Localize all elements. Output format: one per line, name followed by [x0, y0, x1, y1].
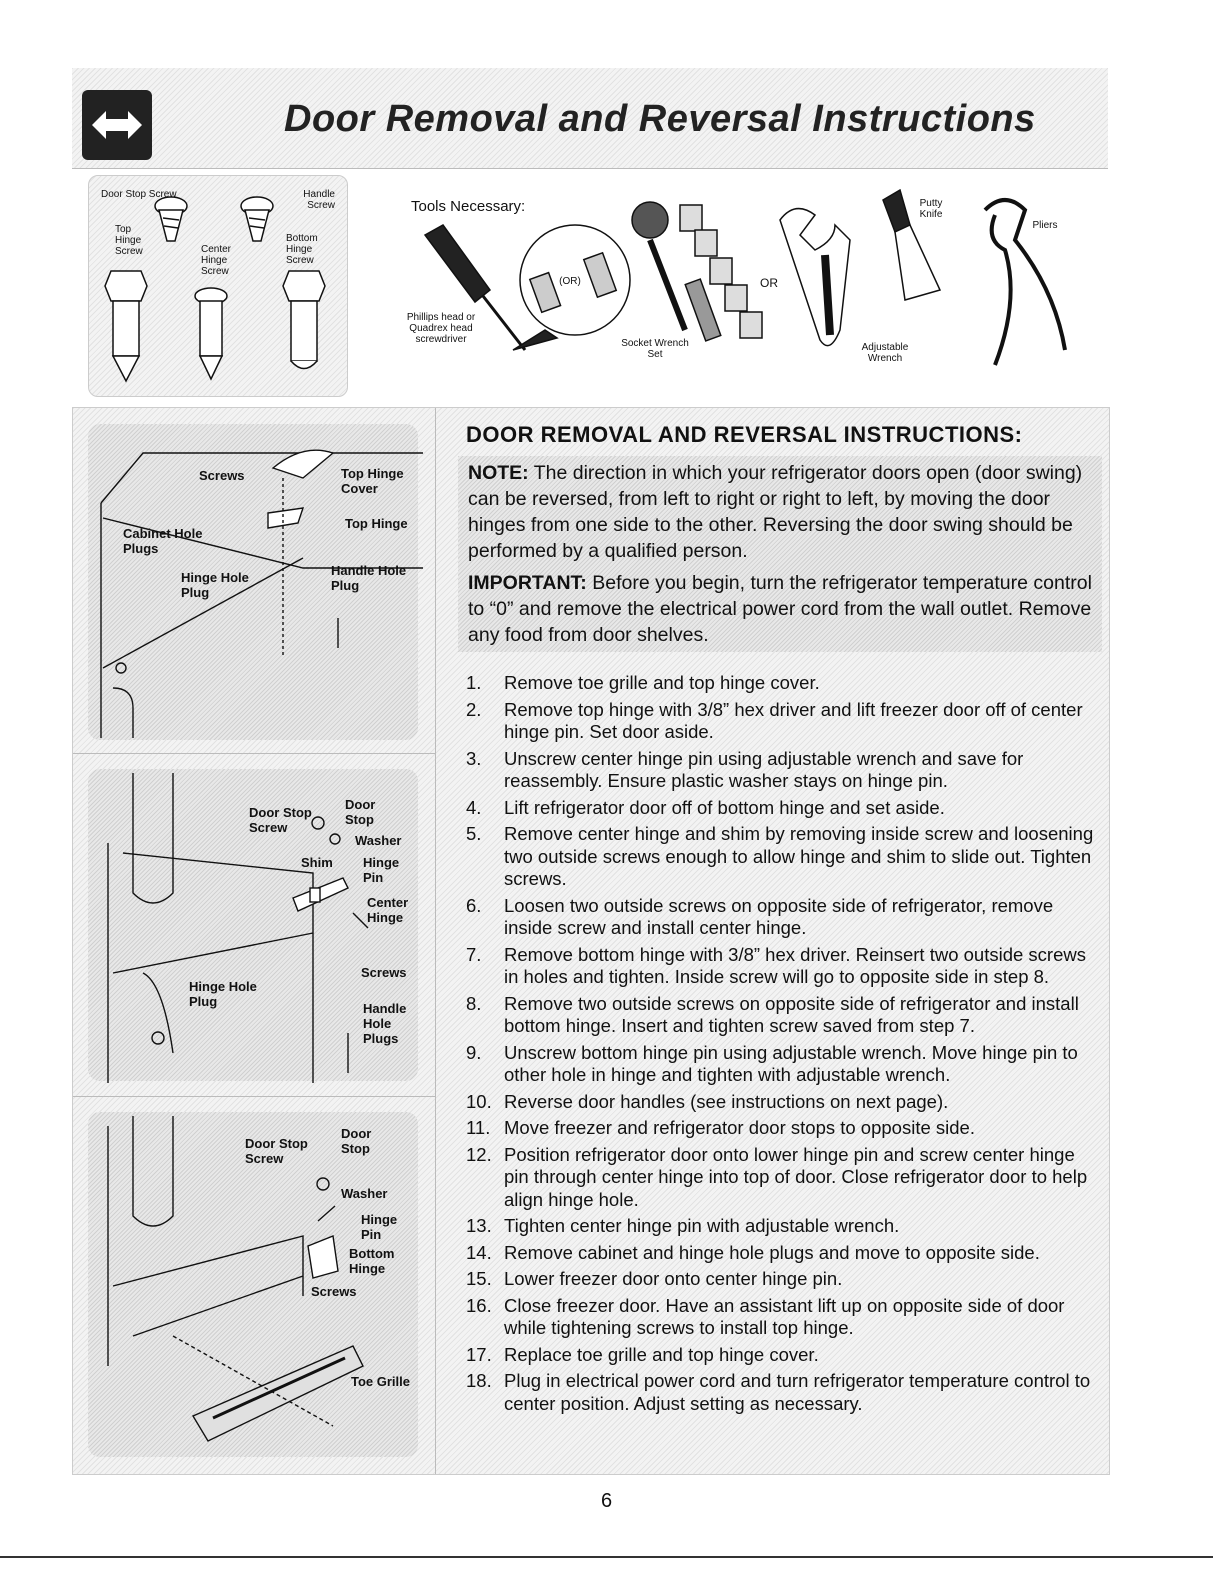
step-item — [466, 1144, 1102, 1212]
step-number: 4. — [466, 796, 482, 818]
pliers-label: Pliers — [1032, 220, 1058, 231]
step-item — [466, 1268, 1102, 1291]
step-text: Remove toe grille and top hinge cover. — [504, 672, 820, 693]
tools-panel — [395, 180, 1085, 390]
step-item — [466, 1242, 1102, 1265]
step-number: 7. — [466, 943, 482, 965]
step-item — [466, 1042, 1102, 1087]
double-arrow-icon — [82, 90, 152, 160]
hinge-pin-callout: Hinge Pin — [361, 1212, 398, 1242]
step-number: 12. — [466, 1143, 492, 1165]
step-text: Remove bottom hinge with 3/8” hex driver. Reinsert two outside screws in holes and tighten. Inside screw will go to opposite side in step 8. — [504, 943, 1086, 987]
screws-callout: Screws — [361, 965, 407, 980]
step-number: 16. — [466, 1294, 492, 1316]
step-text: Plug in electrical power cord and turn refrigerator temperature control to center position. Adjust setting as necessary. — [504, 1370, 1091, 1414]
step-item — [466, 1370, 1102, 1415]
important-paragraph — [468, 570, 1098, 648]
step-item — [466, 823, 1102, 891]
step-item — [466, 748, 1102, 793]
adjustable-wrench-label: Adjustable Wrench — [861, 342, 909, 364]
step-text: Remove center hinge and shim by removing inside screw and loosening two outside screws enough to allow hinge and shim to slide out. Tighten screws. — [504, 823, 1094, 889]
handle-hole-plug-callout: Handle Hole Plug — [331, 563, 407, 593]
step-text: Remove cabinet and hinge hole plugs and move to opposite side. — [504, 1241, 1040, 1263]
washer-callout: Washer — [355, 833, 402, 848]
screwdriver-label: Phillips head or Quadrex head screwdriver — [406, 312, 476, 345]
step-number: 13. — [466, 1215, 492, 1236]
screws-panel — [88, 175, 348, 397]
door-stop-callout: Door Stop — [345, 797, 376, 827]
step-number: 6. — [466, 894, 482, 916]
door-stop-screw-callout: Door Stop Screw — [245, 1136, 308, 1166]
step-text: Reverse door handles (see instructions on next page). — [504, 1090, 949, 1112]
important-text: Before you begin, turn the refrigerator temperature control to “0” and remove the electrical power cord from the wall outlet. Remove any food from door shelves. — [468, 572, 1092, 646]
top-hinge-diagram — [73, 408, 436, 754]
step-item — [466, 1091, 1102, 1114]
notes-box — [458, 456, 1102, 652]
step-item — [466, 895, 1102, 940]
step-number: 17. — [466, 1343, 492, 1365]
socket-wrench-label: Socket Wrench Set — [621, 338, 689, 360]
step-number: 5. — [466, 823, 482, 844]
door-stop-screw-label: Door Stop Screw — [101, 189, 177, 200]
top-hinge-cover-callout: Top Hinge Cover — [341, 466, 404, 496]
or-bits-label: (OR) — [559, 276, 581, 287]
section-heading: DOOR REMOVAL AND REVERSAL INSTRUCTIONS: — [466, 422, 1023, 447]
step-number: 8. — [466, 992, 482, 1014]
step-number: 11. — [466, 1117, 491, 1138]
handle-hole-plugs-callout: Handle Hole Plugs — [363, 1001, 407, 1046]
step-number: 1. — [466, 672, 482, 693]
step-number: 3. — [466, 747, 482, 769]
step-text: Remove top hinge with 3/8” hex driver and lift freezer door off of center hinge pin. Set door aside. — [504, 698, 1083, 742]
important-label: IMPORTANT: — [468, 572, 587, 594]
screws-callout: Screws — [311, 1284, 357, 1299]
door-stop-callout: Door Stop — [341, 1126, 372, 1156]
center-hinge-callout: Center Hinge — [367, 895, 409, 925]
step-item — [466, 672, 1102, 695]
or-wrench-label: OR — [760, 276, 778, 290]
putty-knife-label: Putty Knife — [919, 198, 943, 220]
step-text: Unscrew center hinge pin using adjustable wrench and save for reassembly. Ensure plastic washer stays on hinge pin. — [504, 747, 1024, 791]
toe-grille-callout: Toe Grille — [351, 1374, 410, 1389]
top-hinge-screw-label: Top Hinge Screw — [115, 224, 143, 257]
shim-callout: Shim — [301, 855, 333, 870]
hinge-pin-callout: Hinge Pin — [363, 855, 400, 885]
hinge-hole-plug-callout: Hinge Hole Plug — [189, 979, 257, 1009]
screws-callout: Screws — [199, 468, 245, 483]
step-item — [466, 797, 1102, 820]
step-text: Unscrew bottom hinge pin using adjustable wrench. Move hinge pin to other hole in hinge and tighten with adjustable wrench. — [504, 1041, 1078, 1085]
step-text: Loosen two outside screws on opposite side of refrigerator, remove inside screw and install center hinge. — [504, 894, 1054, 938]
step-item — [466, 1295, 1102, 1340]
step-text: Position refrigerator door onto lower hinge pin and screw center hinge pin through center hinge into top of door. Close refrigerator door to help align hinge hole. — [504, 1143, 1088, 1210]
cabinet-hole-plugs-callout: Cabinet Hole Plugs — [123, 526, 203, 556]
step-text: Tighten center hinge pin with adjustable wrench. — [504, 1215, 900, 1236]
step-item — [466, 1117, 1102, 1140]
handle-screw-label: Handle Screw — [303, 189, 335, 211]
step-text: Lower freezer door onto center hinge pin. — [504, 1268, 843, 1289]
step-item — [466, 944, 1102, 989]
step-item — [466, 1215, 1102, 1238]
step-number: 15. — [466, 1268, 492, 1289]
page-number: 6 — [600, 1490, 613, 1512]
door-stop-screw-callout: Door Stop Screw — [249, 805, 312, 835]
step-number: 2. — [466, 698, 482, 720]
step-number: 14. — [466, 1241, 492, 1263]
note-text: The direction in which your refrigerator doors open (door swing) can be reversed, from left to right or right to left, by moving the door hinges from one side to the other. Reversing the door swing should be performed by a qualified person. — [468, 462, 1083, 562]
step-text: Remove two outside screws on opposite side of refrigerator and install bottom hinge. Insert and tighten screw saved from step 7. — [504, 992, 1079, 1036]
tools-heading: Tools Necessary: — [411, 198, 526, 215]
step-item — [466, 699, 1102, 744]
note-paragraph — [468, 460, 1098, 564]
step-number: 9. — [466, 1041, 482, 1063]
bottom-hinge-callout: Bottom Hinge — [349, 1246, 395, 1276]
step-number: 18. — [466, 1370, 492, 1391]
page-header — [72, 68, 1108, 169]
bottom-divider — [0, 1556, 1213, 1558]
center-hinge-screw-label: Center Hinge Screw — [201, 244, 232, 277]
bottom-hinge-screw-label: Bottom Hinge Screw — [286, 233, 318, 266]
step-number: 10. — [466, 1090, 492, 1112]
tools-illustration — [395, 180, 1085, 390]
note-label: NOTE: — [468, 462, 529, 484]
steps-list — [466, 672, 1102, 1419]
page-title: Door Removal and Reversal Instructions — [284, 98, 1036, 140]
center-hinge-diagram — [73, 753, 436, 1097]
step-item — [466, 993, 1102, 1038]
top-hinge-callout: Top Hinge — [345, 516, 408, 531]
step-text: Close freezer door. Have an assistant lift up on opposite side of door while tightening screws to install top hinge. — [504, 1294, 1065, 1338]
step-text: Lift refrigerator door off of bottom hinge and set aside. — [504, 796, 945, 818]
hinge-hole-plug-callout: Hinge Hole Plug — [181, 570, 249, 600]
washer-callout: Washer — [341, 1186, 388, 1201]
step-text: Move freezer and refrigerator door stops to opposite side. — [504, 1117, 975, 1138]
step-item — [466, 1344, 1102, 1367]
bottom-hinge-diagram — [73, 1096, 436, 1474]
step-text: Replace toe grille and top hinge cover. — [504, 1343, 819, 1365]
